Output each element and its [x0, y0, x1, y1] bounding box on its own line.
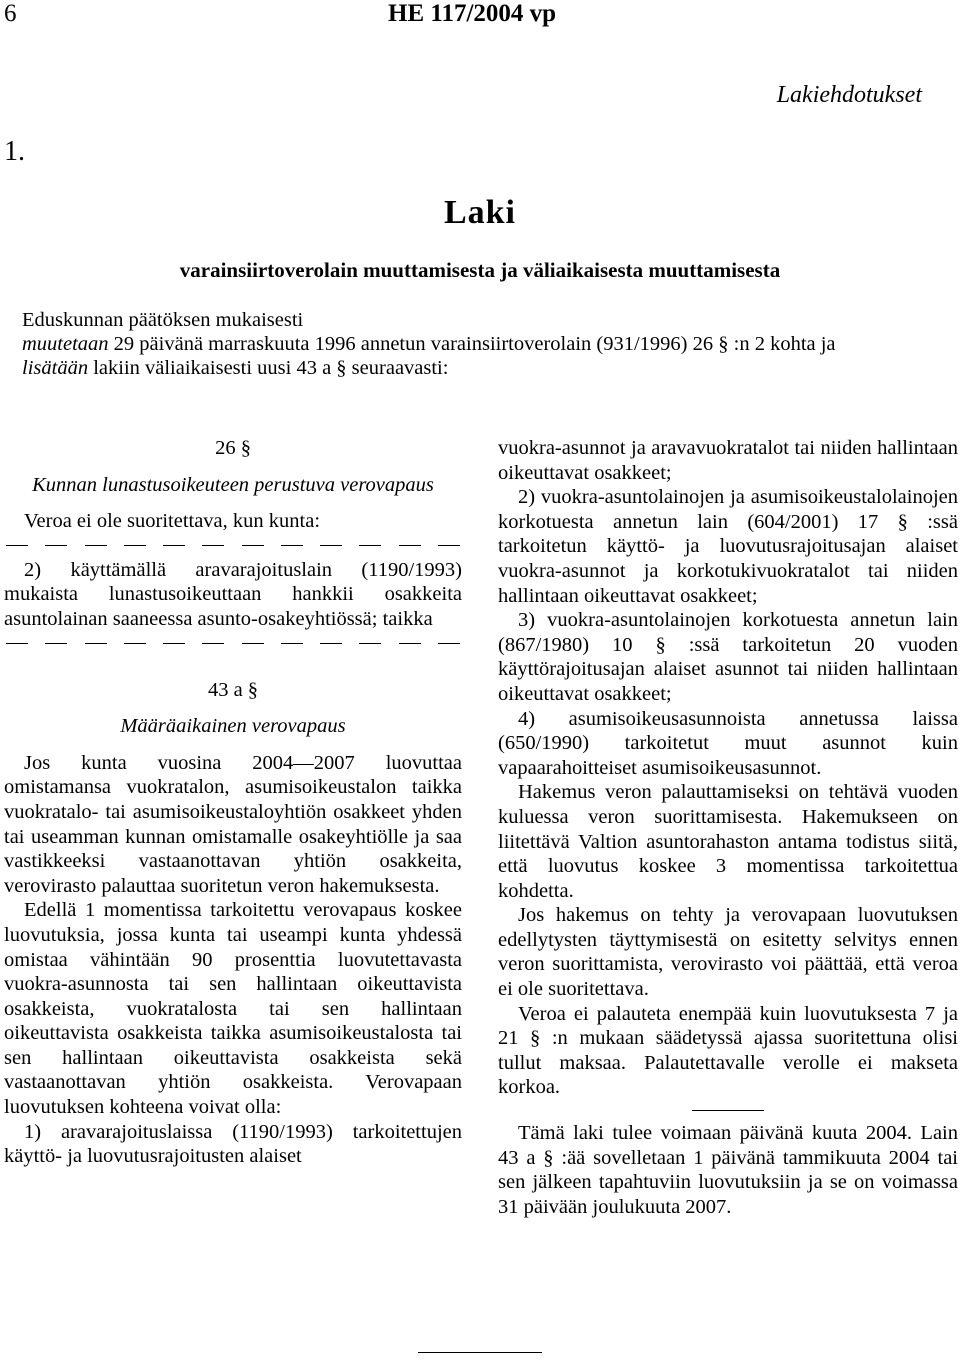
section-43a-item-3: 3) vuokra-asuntolainojen korkotuesta annetun lain (867/1980) 10 § :ssä tarkoitetun 20 vuoden käyttörajoitusajan alaiset asunnot tai niiden hallintaan oikeuttavat osakkeet;	[498, 609, 958, 705]
add-text: lakiin väliaikaisesti uusi 43 a § seuraavasti:	[88, 357, 449, 379]
section-43a-paragraph-2: Edellä 1 momentissa tarkoitettu verovapaus koskee luovutuksia, jossa kunta tai useampi kunta yhdessä omistaa vähintään 90 prosenttia luovutettavasta vuokra-asunnosta tai sen hallintaan oikeuttavista osakkeista, vuokratalosta tai sen hallintaan oikeuttavista osakkeista taikka asumisoikeustalosta tai sen hallintaan oikeuttavista osakkeista sekä vastaanottavan yhtiön osakkeista. Verovapaan luovutuksen kohteena voivat olla:	[4, 899, 462, 1119]
entry-into-force: Tämä laki tulee voimaan päivänä kuuta 2004. Lain 43 a § :ää sovelletaan 1 päivänä tammikuuta 2004 tai sen jälkeen tapahtuviin luovutuksiin ja se on voimassa 31 päivään joulukuuta 2007.	[498, 1122, 958, 1218]
section-26-lead: Veroa ei ole suoritettava, kun kunta:	[24, 510, 321, 533]
separator-rule	[692, 1110, 764, 1111]
document-code: HE 117/2004 vp	[388, 0, 557, 27]
section-43a-paragraph-5: Veroa ei palauteta enempää kuin luovutuksesta 7 ja 21 § :n mukaan säädetyssä ajassa suoritettuna olisi tullut maksaa. Palautettavalle verolle ei makseta korkoa.	[498, 1002, 958, 1099]
section-26-item-2: 2) käyttämällä aravarajoituslain (1190/1993) mukaista lunastusoikeuttaan hankkii osakkeita asuntolainan saaneessa asunto-osakeyhtiössä; taikka	[4, 558, 462, 630]
end-rule	[418, 1352, 542, 1353]
section-43a-item-2: 2) vuokra-asuntolainojen ja asumisoikeustalolainojen korkotuesta annetun lain (604/2001) 17 § :ssä tarkoitetun käyttö- ja luovutusrajoitusajan alaiset vuokra-asunnot ja korkotukivuokratalot tai niiden hallintaan oikeuttavat osakkeet;	[498, 486, 958, 607]
amend-word: muutetaan	[22, 333, 109, 355]
left-column	[4, 436, 462, 1169]
section-43a-paragraph-4: Jos hakemus on tehty ja verovapaan luovutuksen edellytysten täyttymisestä on esitetty selvitys ennen veron suorittamista, verovirasto voi päättää, että veroa ei ole suoritettava.	[498, 904, 958, 1001]
section-43a-item-4: 4) asumisoikeusasunnoista annetussa laissa (650/1990) tarkoitetut muut asunnot kuin vapaarahoitteiset asumisoikeusasunnot.	[498, 707, 958, 779]
page-number: 6	[4, 0, 17, 27]
preamble	[22, 308, 940, 380]
section-43a-title: Määräaikainen verovapaus	[120, 715, 346, 738]
preamble-enactment: Eduskunnan päätöksen mukaisesti	[22, 309, 304, 331]
omission-dashes	[4, 632, 462, 656]
law-number: 1.	[4, 136, 25, 167]
section-43a-item-1-continued: vuokra-asunnot ja aravavuokratalot tai niiden hallintaan oikeuttavat osakkeet;	[498, 437, 958, 484]
section-26-title: Kunnan lunastusoikeuteen perustuva verovapaus	[32, 473, 434, 496]
law-subtitle: varainsiirtoverolain muuttamisesta ja väliaikaisesta muuttamisesta	[179, 258, 781, 282]
omission-dashes	[4, 534, 462, 558]
section-43a-item-1: 1) aravarajoituslaissa (1190/1993) tarkoitettujen käyttö- ja luovutusrajoitusten alaiset	[4, 1120, 462, 1168]
amend-text: 29 päivänä marraskuuta 1996 annetun varainsiirtoverolain (931/1996) 26 § :n 2 kohta ja	[108, 333, 836, 355]
right-column	[498, 436, 958, 1219]
section-label: Lakiehdotukset	[776, 82, 922, 108]
section-43a-paragraph-1: Jos kunta vuosina 2004—2007 luovuttaa omistamansa vuokratalon, asumisoikeustalon taikka vuokratalo- tai asumisoikeustaloyhtiön osakkeet yhden tai useamman kunnan omistamalle osakeyhtiölle ja saa vastikkeeksi vastaanottavan yhtiön osakkeita, verovirasto palauttaa suoritetun veron hakemuksesta.	[4, 751, 462, 897]
preamble-add	[22, 356, 940, 380]
law-title: Laki	[443, 194, 517, 231]
section-26-number: 26 §	[215, 437, 251, 459]
section-43a-number: 43 a §	[207, 678, 259, 701]
preamble-amend	[22, 332, 940, 356]
section-43a-paragraph-3: Hakemus veron palauttamiseksi on tehtävä vuoden kuluessa veron suorittamisesta. Hakemukseen on liitettävä Valtion asuntorahaston antama todistus siitä, että luovutus koskee 3 momentissa tarkoitettua kohdetta.	[498, 781, 958, 902]
add-word: lisätään	[22, 357, 89, 379]
